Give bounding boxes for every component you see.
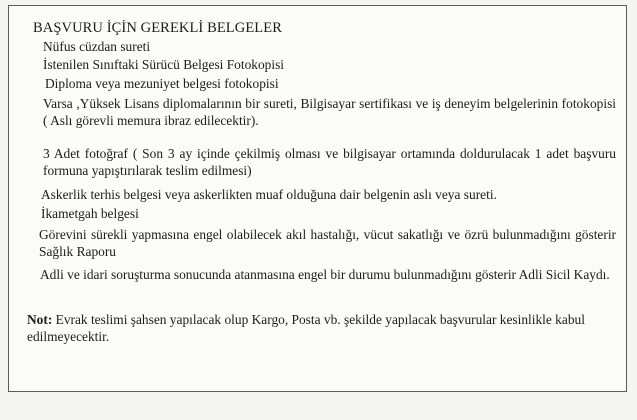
list-item: Askerlik terhis belgesi veya askerlikten muaf olduğuna dair belgenin aslı veya sureti. — [41, 187, 497, 202]
list-item: İkametgah belgesi — [41, 206, 139, 221]
requirements-box — [8, 5, 627, 392]
list-item: Görevini sürekli yapmasına engel olabilecek akıl hastalığı, vücut sakatlığı ve özrü bulunmadığını gösterir Sağlık Raporu — [39, 227, 616, 260]
list-item: Varsa ,Yüksek Lisans diplomalarının bir sureti, Bilgisayar sertifikası ve iş deneyim belgelerinin fotokopisi ( Aslı görevli memura ibraz edilecektir). — [43, 96, 616, 129]
note-text: Evrak teslimi şahsen yapılacak olup Kargo, Posta vb. şekilde yapılacak başvurular kesinlikle kabul edilmeyecektir. — [27, 312, 585, 345]
list-item: Adli ve idari soruşturma sonucunda atanmasına engel bir durumu bulunmadığını gösterir Adli Sicil Kaydı. — [40, 267, 610, 282]
list-item: Diploma veya mezuniyet belgesi fotokopisi — [45, 76, 279, 91]
document-title: BAŞVURU İÇİN GEREKLİ BELGELER — [33, 20, 282, 36]
list-item: İstenilen Sınıftaki Sürücü Belgesi Fotokopisi — [43, 57, 285, 72]
list-item: 3 Adet fotoğraf ( Son 3 ay içinde çekilmiş olması ve bilgisayar ortamında doldurulacak 1 adet başvuru formuna yapıştırılarak teslim edilmesi) — [43, 146, 616, 179]
note-label: Not: — [27, 312, 53, 327]
note-paragraph — [27, 311, 609, 346]
list-item: Nüfus cüzdan sureti — [43, 39, 151, 54]
